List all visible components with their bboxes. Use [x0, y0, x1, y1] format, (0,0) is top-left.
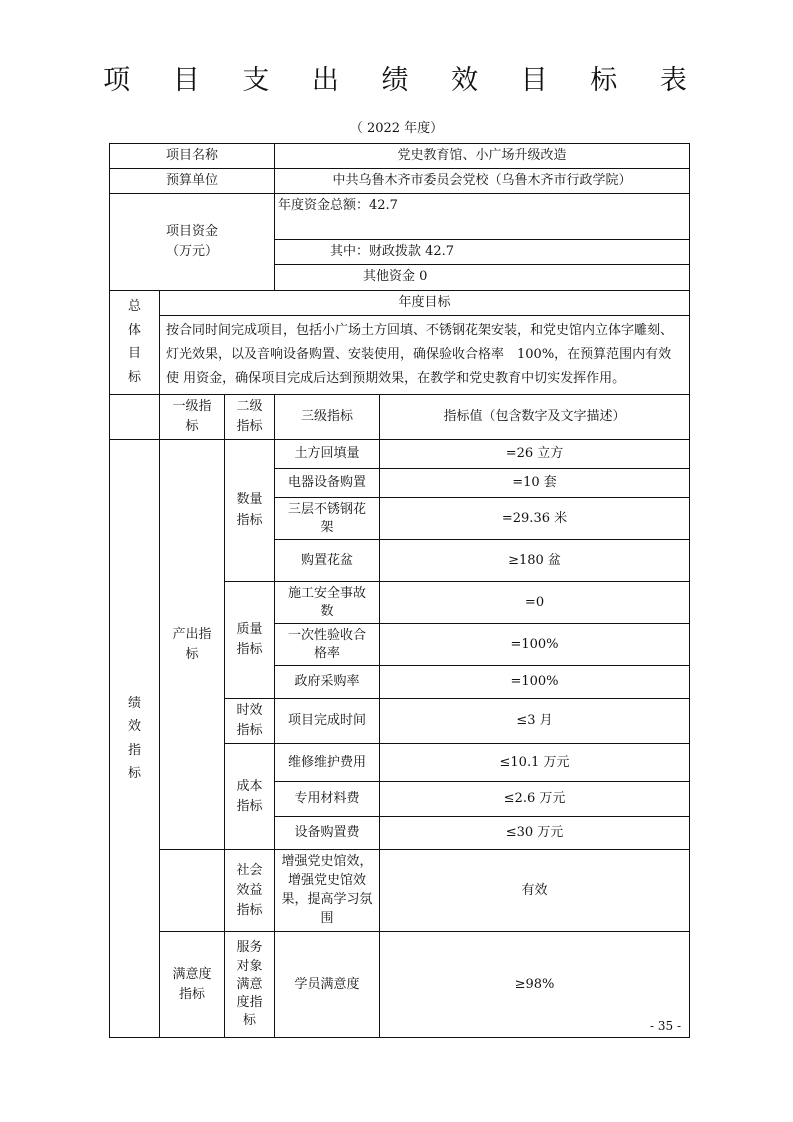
header-level3: 三级指标	[275, 394, 380, 439]
funds-total-row	[110, 194, 690, 240]
indicator-name: 学员满意度	[275, 932, 380, 1038]
header-level2: 二级 指标	[225, 394, 275, 439]
indicator-value: =26 立方	[380, 440, 690, 469]
header-level1: 一级指 标	[160, 394, 225, 439]
satisfaction-indicator-label: 满意度 指标	[160, 932, 225, 1038]
annual-goal-header-row	[110, 290, 690, 315]
project-name-value: 党史教育馆、小广场升级改造	[275, 144, 690, 169]
performance-target-table	[109, 143, 690, 1038]
budget-unit-value: 中共乌鲁木齐市委员会党校（乌鲁木齐市行政学院）	[275, 169, 690, 194]
indicator-name: 维修维护费用	[275, 744, 380, 782]
indicator-value: ≥98%	[380, 932, 690, 1038]
time-indicator-label: 时效 指标	[225, 699, 275, 744]
budget-unit-label: 预算单位	[110, 169, 275, 194]
indicator-value: ≤10.1 万元	[380, 744, 690, 782]
overall-goal-label: 总 体 目 标	[110, 290, 160, 394]
indicator-value: 有效	[380, 850, 690, 932]
funds-label-main: 项目资金	[165, 223, 218, 239]
funds-other: 其他资金 0	[275, 265, 690, 290]
performance-indicator-label: 绩 效 指 标	[110, 440, 160, 1038]
page-title: 项 目 支 出 绩 效 目 标 表	[103, 65, 704, 96]
indicator-name: 土方回填量	[275, 440, 380, 469]
funds-total: 年度资金总额：42.7	[275, 194, 690, 240]
indicator-value: ≤30 万元	[380, 817, 690, 850]
indicator-name: 一次性验收合 格率	[275, 624, 380, 666]
indicator-name: 电器设备购置	[275, 469, 380, 498]
indicator-name: 专用材料费	[275, 782, 380, 817]
indicator-name: 增强党史馆效， 增强党史馆效 果，提高学习氛 围	[275, 850, 380, 932]
indicator-name: 施工安全事故 数	[275, 582, 380, 624]
indicator-name: 政府采购率	[275, 666, 380, 699]
indicator-value: =29.36 米	[380, 498, 690, 540]
table-row	[110, 440, 690, 469]
header-blank	[110, 394, 160, 439]
budget-unit-row	[110, 169, 690, 194]
annual-goal-text: 按合同时间完成项目，包括小广场土方回填、不锈钢花架安装，和党史馆内立体字雕刻、 灯光效果，以及音响设备购置、安装使用，确保验收合格率 100%，在预算范围内有效使 用资金，确保项目完成后达到预期效果，在教学和党史教育中切实发挥作用。	[160, 315, 690, 394]
indicator-value: ≤3 月	[380, 699, 690, 744]
header-value: 指标值（包含数字及文字描述）	[380, 394, 690, 439]
indicator-value: =100%	[380, 624, 690, 666]
funds-label-unit: （万元）	[165, 243, 218, 259]
cost-indicator-label: 成本 指标	[225, 744, 275, 850]
indicator-header-row	[110, 394, 690, 439]
table-row	[110, 850, 690, 932]
fiscal-year: （ 2022 年度）	[349, 121, 444, 136]
service-satisfaction-indicator-label: 服务 对象 满意 度指 标	[225, 932, 275, 1038]
project-name-label: 项目名称	[110, 144, 275, 169]
indicator-value: ≤2.6 万元	[380, 782, 690, 817]
indicator-name: 三层不锈钢花 架	[275, 498, 380, 540]
indicator-value: ≥180 盆	[380, 540, 690, 582]
benefit-level1-blank	[160, 850, 225, 932]
indicator-value: =10 套	[380, 469, 690, 498]
page-number: - 35 -	[650, 1019, 682, 1033]
annual-goal-row	[110, 315, 690, 394]
output-indicator-label: 产出指 标	[160, 440, 225, 850]
project-name-row	[110, 144, 690, 169]
funds-fiscal: 其中：财政拨款 42.7	[275, 240, 690, 265]
indicator-value: =0	[380, 582, 690, 624]
annual-goal-label: 年度目标	[160, 290, 690, 315]
funds-label	[110, 194, 275, 290]
table-row	[110, 932, 690, 1038]
indicator-name: 购置花盆	[275, 540, 380, 582]
indicator-name: 设备购置费	[275, 817, 380, 850]
quantity-indicator-label: 数量 指标	[225, 440, 275, 582]
indicator-value: =100%	[380, 666, 690, 699]
indicator-name: 项目完成时间	[275, 699, 380, 744]
social-benefit-indicator-label: 社会 效益 指标	[225, 850, 275, 932]
quality-indicator-label: 质量 指标	[225, 582, 275, 699]
